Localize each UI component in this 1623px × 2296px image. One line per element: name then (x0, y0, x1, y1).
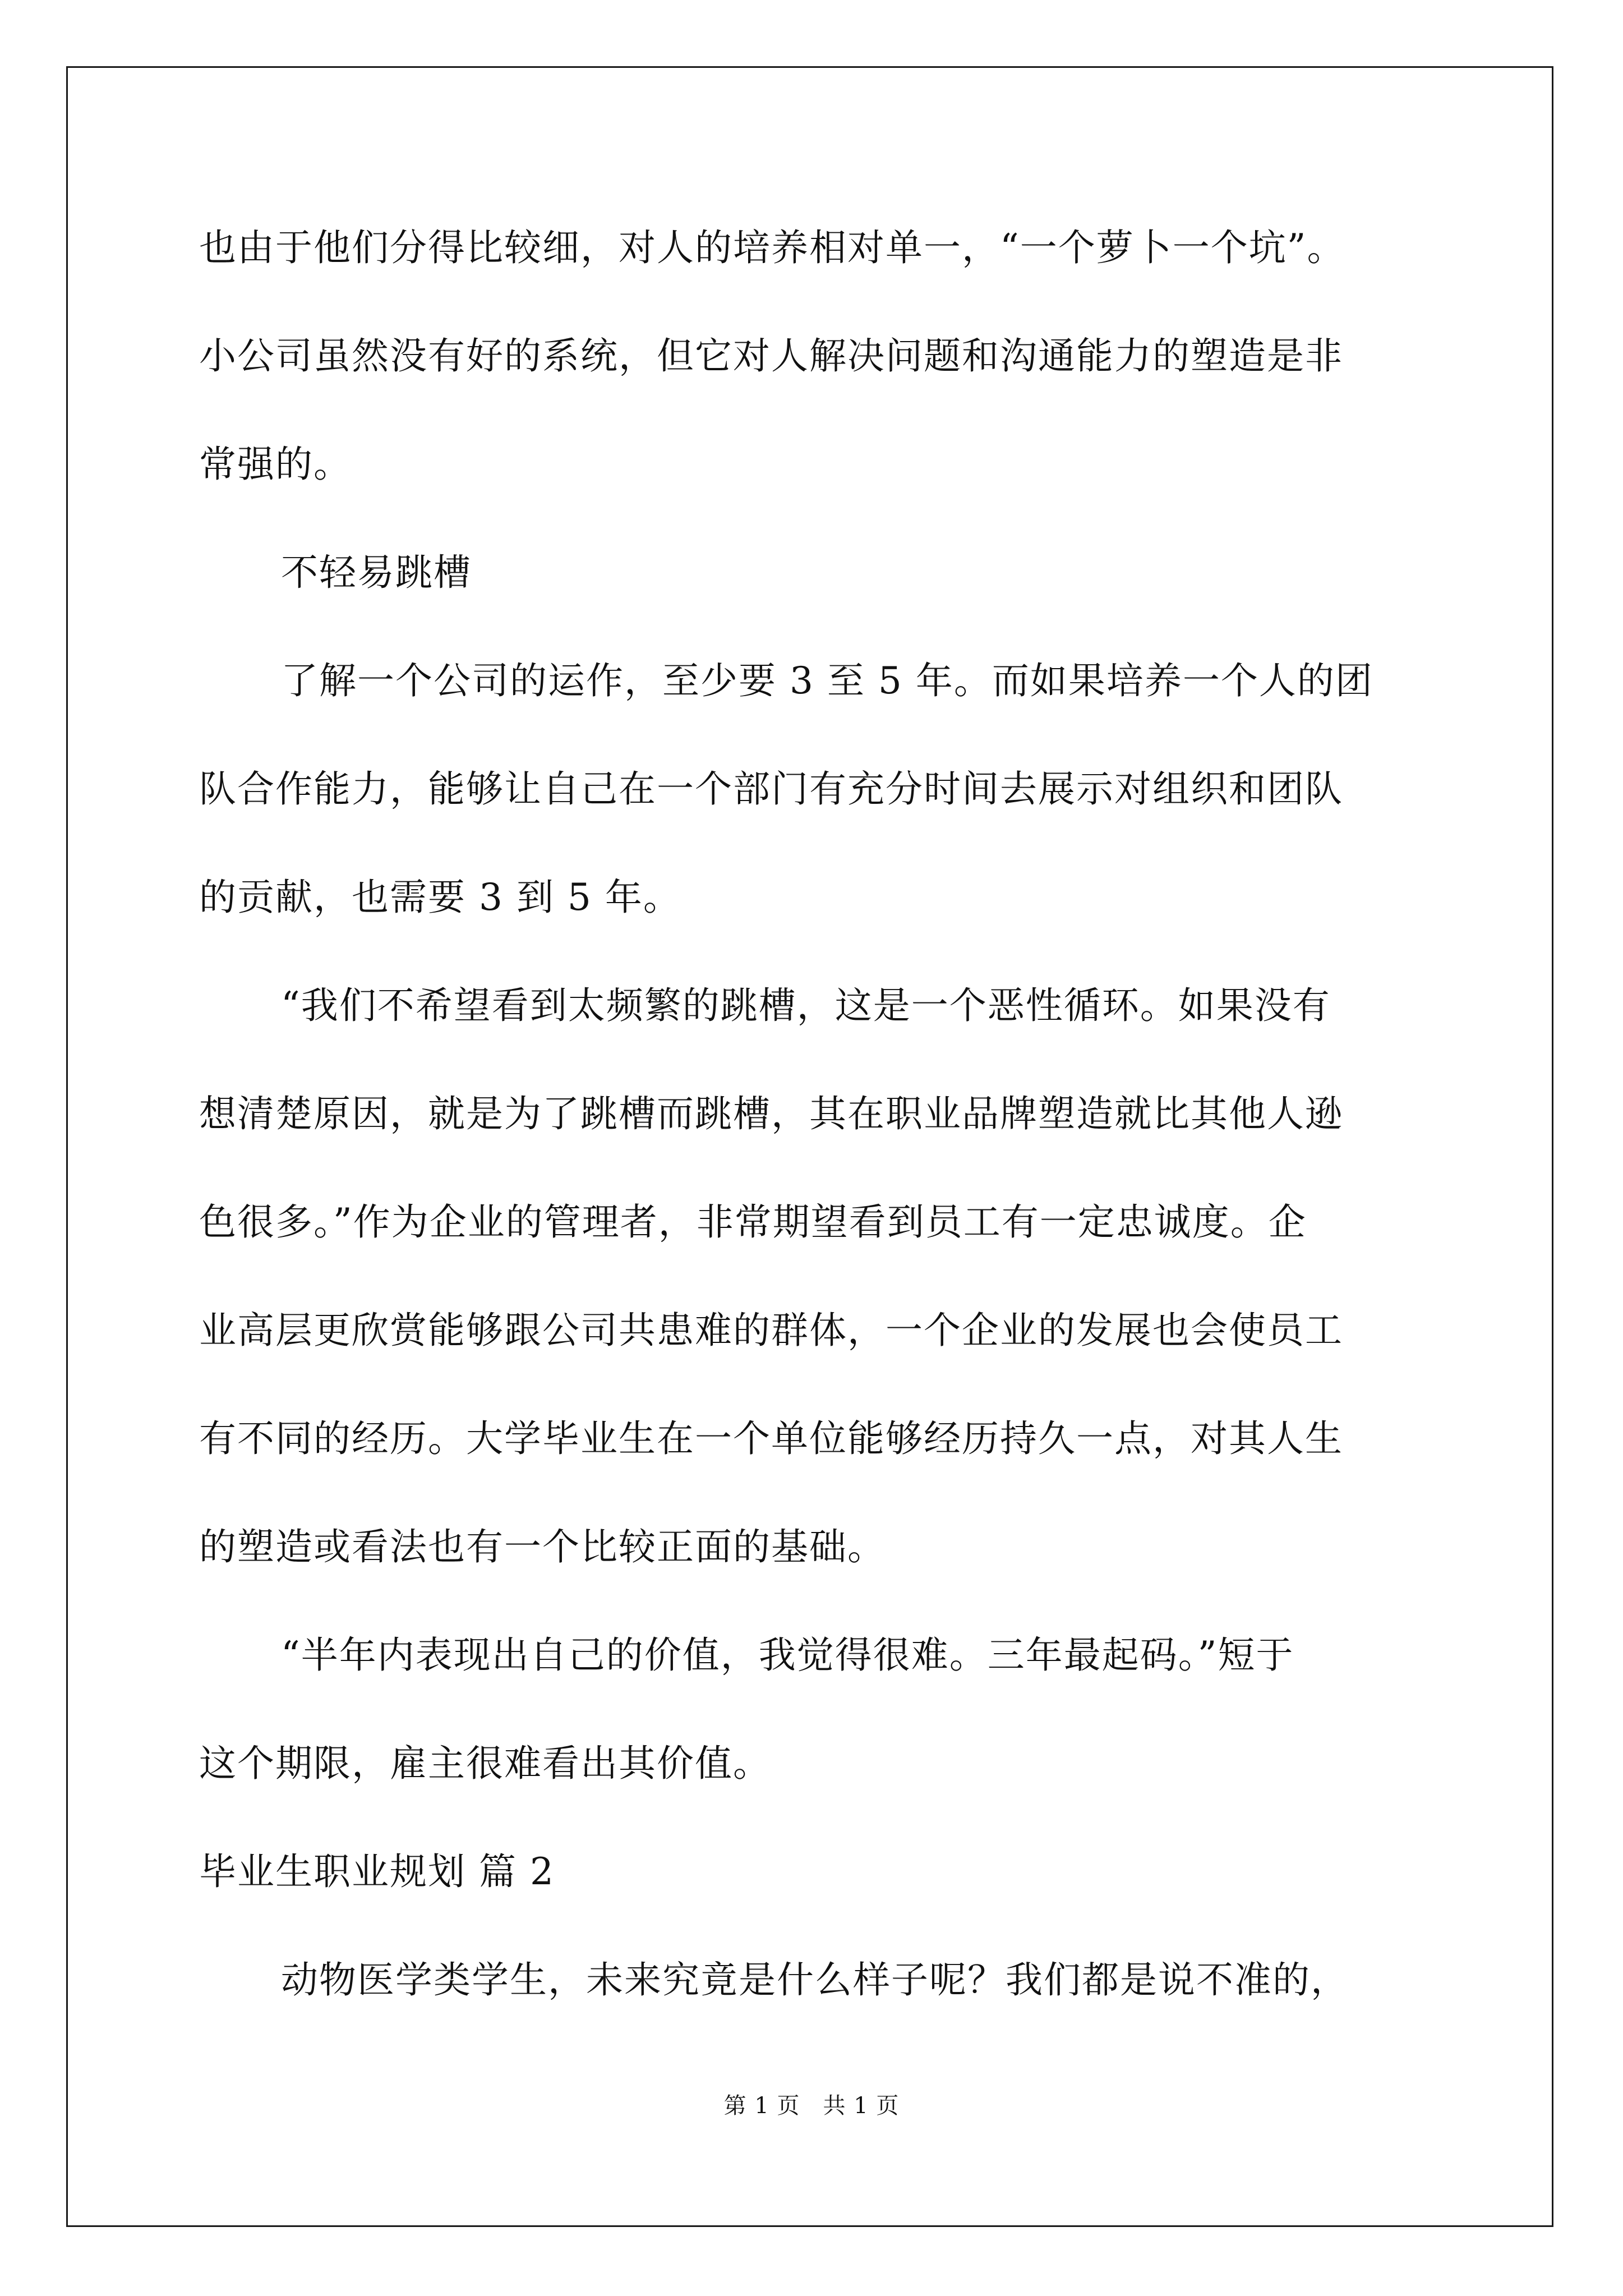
text-line: 这个期限，雇主很难看出其价值。 (199, 1742, 771, 1785)
text-line: 有不同的经历。大学毕业生在一个单位能够经历持久一点，对其人生 (199, 1417, 1343, 1460)
text-line: 也由于他们分得比较细，对人的培养相对单一，“一个萝卜一个坑”。 (199, 226, 1345, 269)
text-line: “半年内表现出自己的价值，我觉得很难。三年最起码。”短于 (281, 1634, 1294, 1677)
paragraph-job-hopping-quote (199, 951, 1455, 1601)
text-line: 想清楚原因，就是为了跳槽而跳槽，其在职业品牌塑造就比其他人逊 (199, 1092, 1343, 1135)
text-line: 常强的。 (199, 443, 352, 486)
text-line: “我们不希望看到太频繁的跳槽，这是一个恶性循环。如果没有 (281, 984, 1331, 1027)
text-line: 色很多。”作为企业的管理者，非常期望看到员工有一定忠诚度。企 (199, 1200, 1307, 1244)
text-line: 业高层更欣赏能够跟公司共患难的群体，一个企业的发展也会使员工 (199, 1309, 1343, 1352)
paragraph-company-operation (199, 627, 1455, 951)
section-subheading (199, 518, 1455, 627)
subheading-text: 不轻易跳槽 (281, 551, 472, 594)
document-body (199, 194, 1455, 2034)
paragraph-half-year-quote (199, 1601, 1455, 1818)
paragraph-veterinary-students (199, 1926, 1455, 2034)
text-line: 队合作能力，能够让自己在一个部门有充分时间去展示对组织和团队 (199, 767, 1343, 811)
page-number-footer: 第 1 页 共 1 页 (723, 2093, 900, 2119)
text-line: 的贡献，也需要 3 到 5 年。 (199, 876, 681, 919)
text-line: 的塑造或看法也有一个比较正面的基础。 (199, 1525, 886, 1568)
text-line: 小公司虽然没有好的系统，但它对人解决问题和沟通能力的塑造是非 (199, 334, 1343, 378)
text-line: 了解一个公司的运作，至少要 3 至 5 年。而如果培养一个人的团 (281, 659, 1373, 702)
text-line: 动物医学类学生，未来究竟是什么样子呢？我们都是说不准的， (281, 1958, 1349, 2001)
section-title-text: 毕业生职业规划 篇 2 (199, 1850, 555, 1893)
section-title (199, 1818, 1455, 1926)
paragraph-small-company (199, 194, 1455, 518)
